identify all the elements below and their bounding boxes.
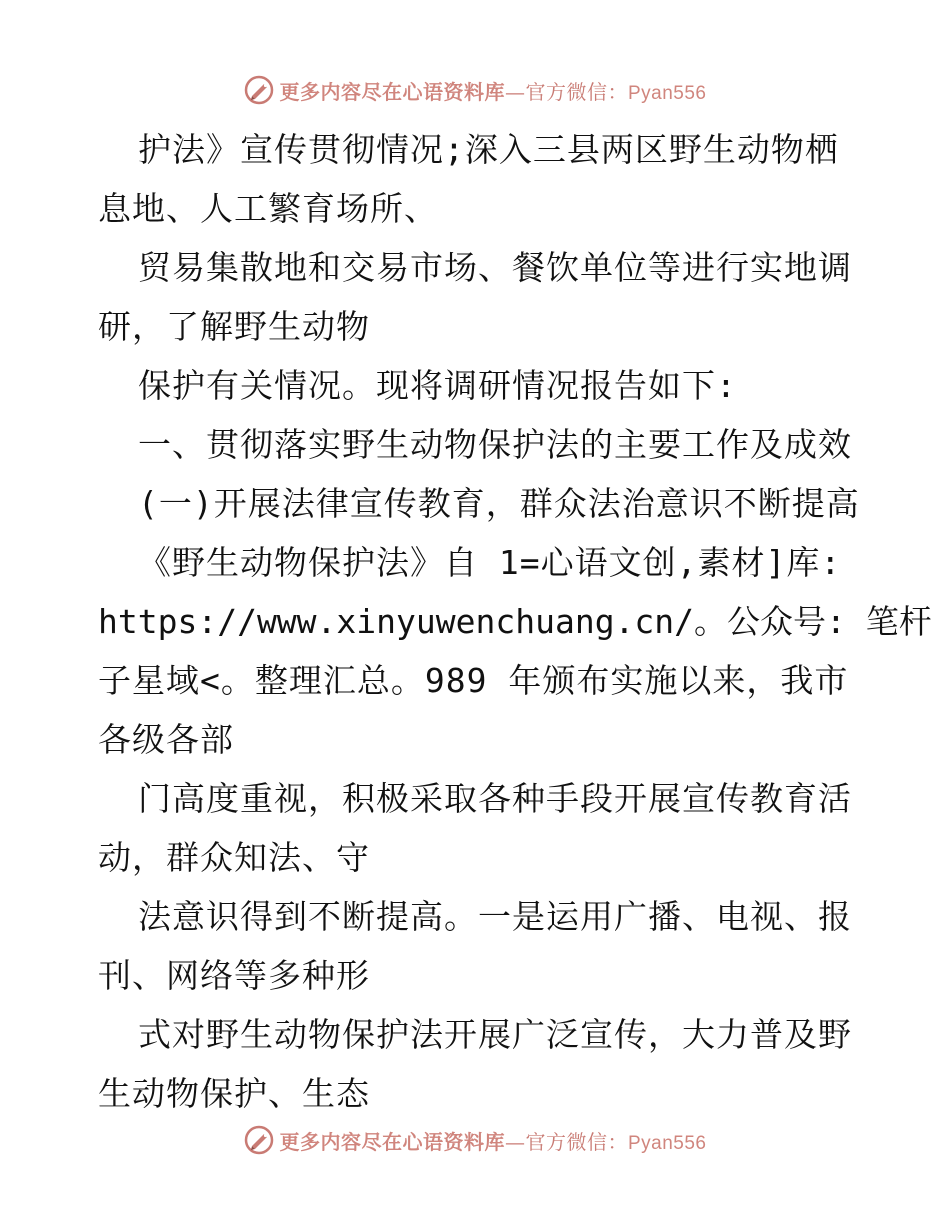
body-line-url: https://www.xinyuwenchuang.cn/。公众号: 笔杆 [98, 602, 932, 641]
body-line: 子星域<。整理汇总。989 年颁布实施以来，我市 [98, 661, 849, 700]
footer-banner [0, 1120, 950, 1160]
body-line: 息地、人工繁育场所、 [98, 189, 438, 228]
header-banner-main-text: 更多内容尽在心语资料库 [279, 79, 505, 104]
document-body [98, 120, 932, 1123]
body-line: 刊、网络等多种形 [98, 956, 370, 995]
brand-logo-icon [243, 1124, 275, 1156]
brand-logo-icon [243, 74, 275, 106]
header-banner-separator: — [504, 79, 526, 104]
body-line: 贸易集散地和交易市场、餐饮单位等进行实地调 [138, 248, 852, 287]
footer-banner-tail-text: 官方微信： [525, 1129, 628, 1154]
body-line: 保护有关情况。现将调研情况报告如下: [138, 366, 737, 405]
subsection-heading: (一)开展法律宣传教育，群众法治意识不断提高 [138, 484, 860, 523]
body-line: 护法》宣传贯彻情况;深入三县两区野生动物栖 [138, 130, 839, 169]
body-line: 法意识得到不断提高。一是运用广播、电视、报 [138, 897, 852, 936]
header-banner-wechat-id: Pyan556 [627, 82, 707, 104]
footer-banner-separator: — [504, 1129, 526, 1154]
body-line: 门高度重视，积极采取各种手段开展宣传教育活 [138, 779, 852, 818]
body-line: 式对野生动物保护法开展广泛宣传，大力普及野 [138, 1015, 852, 1054]
body-line: 各级各部 [98, 720, 234, 759]
header-banner [0, 70, 950, 110]
footer-banner-main-text: 更多内容尽在心语资料库 [279, 1129, 505, 1154]
body-line: 研，了解野生动物 [98, 307, 370, 346]
header-banner-tail-text: 官方微信： [525, 79, 628, 104]
section-heading: 一、贯彻落实野生动物保护法的主要工作及成效 [138, 425, 852, 464]
body-line: 《野生动物保护法》自 1=心语文创,素材]库: [138, 543, 842, 582]
body-line: 动，群众知法、守 [98, 838, 370, 877]
body-line: 生动物保护、生态 [98, 1074, 370, 1113]
footer-banner-wechat-id: Pyan556 [627, 1132, 707, 1154]
